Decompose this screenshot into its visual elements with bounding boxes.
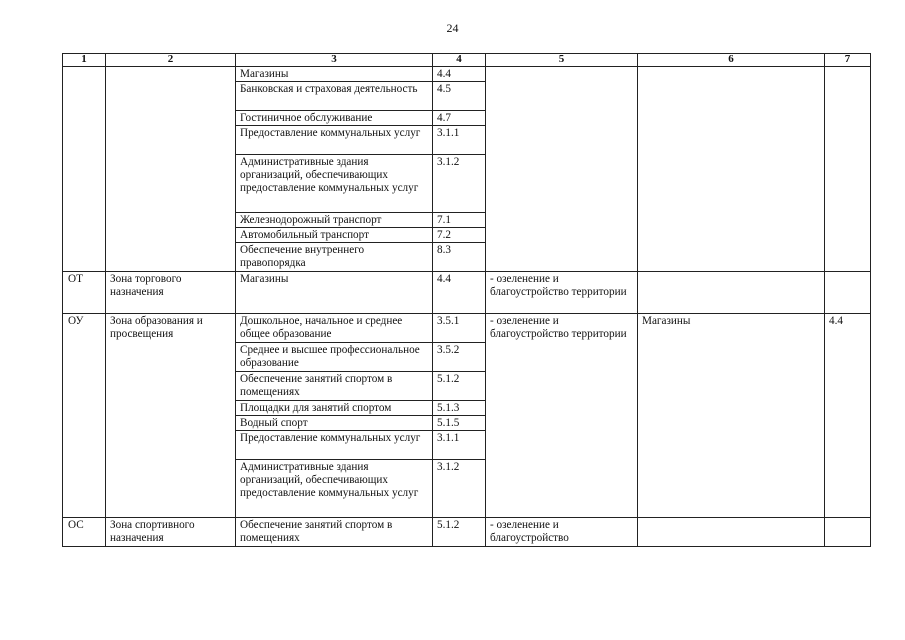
use-code: 5.1.5 (433, 416, 486, 431)
conditional-use-cell (638, 272, 825, 314)
col-header-2: 2 (106, 54, 236, 67)
auxiliary-use-cell: - озеленение и благоустройство (486, 518, 638, 547)
page-number: 24 (446, 21, 459, 35)
use-code: 8.3 (433, 243, 486, 272)
zone-code-cell (63, 67, 106, 272)
table-row (63, 314, 871, 343)
use-name: Площадки для занятий спортом (236, 401, 433, 416)
use-code: 5.1.3 (433, 401, 486, 416)
table-row (63, 67, 871, 82)
zone-name-cell (106, 67, 236, 272)
zone-code-cell: ОС (63, 518, 106, 547)
use-code: 7.2 (433, 228, 486, 243)
zoning-table (62, 53, 871, 547)
use-name: Водный спорт (236, 416, 433, 431)
use-name: Среднее и высшее профессиональное образование (236, 343, 433, 372)
use-name: Предоставление коммунальных услуг (236, 431, 433, 460)
use-code: 5.1.2 (433, 372, 486, 401)
use-name: Обеспечение занятий спортом в помещениях (236, 372, 433, 401)
table-row (63, 272, 871, 314)
conditional-use-cell: Магазины (638, 314, 825, 518)
use-name: Железнодорожный транспорт (236, 213, 433, 228)
zone-name-cell: Зона спортивного назначения (106, 518, 236, 547)
use-name: Предоставление коммунальных услуг (236, 126, 433, 155)
use-name: Административные здания организаций, обеспечивающих предоставление коммунальных услуг (236, 155, 433, 213)
use-code: 3.1.2 (433, 155, 486, 213)
use-name: Дошкольное, начальное и среднее общее образование (236, 314, 433, 343)
header-row (63, 54, 871, 67)
use-code: 3.5.2 (433, 343, 486, 372)
use-code: 7.1 (433, 213, 486, 228)
col-header-1: 1 (63, 54, 106, 67)
use-name: Автомобильный транспорт (236, 228, 433, 243)
use-name: Гостиничное обслуживание (236, 111, 433, 126)
use-name: Обеспечение внутреннего правопорядка (236, 243, 433, 272)
use-name: Магазины (236, 272, 433, 314)
conditional-code-cell (825, 518, 871, 547)
use-code: 4.4 (433, 272, 486, 314)
zone-code-cell: ОУ (63, 314, 106, 518)
conditional-code-cell (825, 272, 871, 314)
use-name: Банковская и страховая деятельность (236, 82, 433, 111)
col-header-4: 4 (433, 54, 486, 67)
col-header-3: 3 (236, 54, 433, 67)
col-header-6: 6 (638, 54, 825, 67)
use-code: 3.1.2 (433, 460, 486, 518)
zone-name-cell: Зона торгового назначения (106, 272, 236, 314)
use-code: 3.1.1 (433, 431, 486, 460)
use-name: Административные здания организаций, обеспечивающих предоставление коммунальных услуг (236, 460, 433, 518)
conditional-use-cell (638, 67, 825, 272)
use-code: 4.4 (433, 67, 486, 82)
conditional-code-cell (825, 67, 871, 272)
use-code: 3.5.1 (433, 314, 486, 343)
auxiliary-use-cell: - озеленение и благоустройство территории (486, 314, 638, 518)
conditional-code-cell: 4.4 (825, 314, 871, 518)
conditional-use-cell (638, 518, 825, 547)
zone-name-cell: Зона образования и просвещения (106, 314, 236, 518)
use-code: 4.7 (433, 111, 486, 126)
use-code: 4.5 (433, 82, 486, 111)
auxiliary-use-cell (486, 67, 638, 272)
use-name: Обеспечение занятий спортом в помещениях (236, 518, 433, 547)
col-header-5: 5 (486, 54, 638, 67)
use-code: 3.1.1 (433, 126, 486, 155)
use-name: Магазины (236, 67, 433, 82)
table-row (63, 518, 871, 547)
use-code: 5.1.2 (433, 518, 486, 547)
auxiliary-use-cell: - озеленение и благоустройство территории (486, 272, 638, 314)
zone-code-cell: ОТ (63, 272, 106, 314)
col-header-7: 7 (825, 54, 871, 67)
